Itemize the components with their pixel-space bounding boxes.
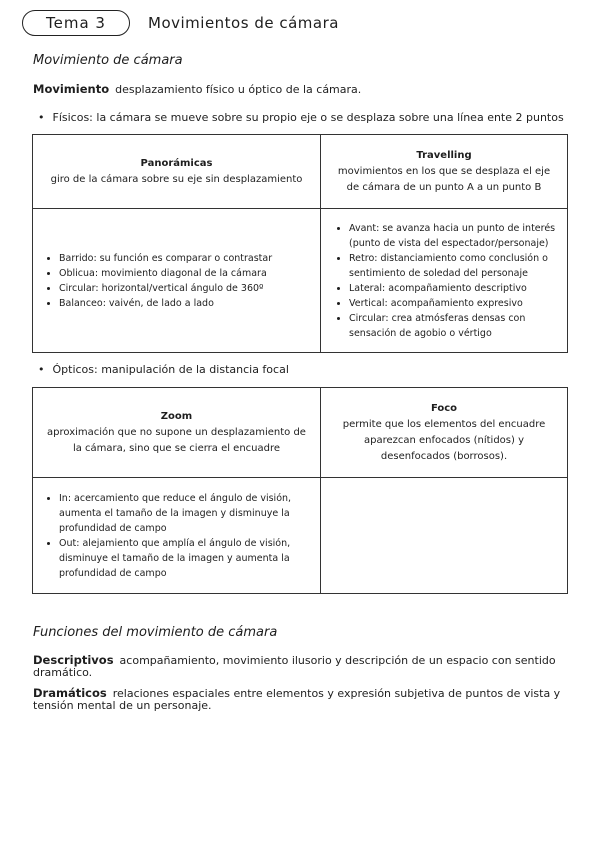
cell-panoramicas-list (33, 209, 321, 353)
zoom-list (41, 491, 312, 581)
zoom-title: Zoom (160, 410, 193, 422)
foco-desc: permite que los elementos del encuadre aparezcan enfocados (nítidos) y desenfocados (borrosos). (342, 418, 546, 462)
dramaticos-text: relaciones espaciales entre elementos y expresión subjetiva de puntos de vista y tensión mental de un personaje. (33, 687, 561, 712)
panoramicas-title: Panorámicas (140, 157, 213, 169)
list-item: • Circular: horizontal/vertical ángulo de 360º (59, 281, 314, 296)
cell-travelling-list (321, 209, 568, 353)
descriptivos-text: acompañamiento, movimiento ilusorio y descripción de un espacio con sentido dramático. (33, 654, 556, 679)
cell-panoramicas-header (33, 135, 321, 209)
definition-movimiento (33, 82, 361, 96)
list-item: • Lateral: acompañamiento descriptivo (349, 281, 557, 296)
paragraph-descriptivos (33, 654, 573, 679)
table-fisicos (32, 134, 568, 353)
paragraph-dramaticos (33, 687, 573, 712)
list-item: • In: acercamiento que reduce el ángulo de visión, aumenta el tamaño de la imagen y disminuye la profundidad de campo (59, 491, 312, 536)
list-item: • Out: alejamiento que amplía el ángulo de visión, disminuye el tamaño de la imagen y aumenta la profundidad de campo (59, 536, 312, 581)
list-item: • Balanceo: vaivén, de lado a lado (59, 296, 314, 311)
bullet-fisicos: • Físicos: la cámara se mueve sobre su propio eje o se desplaza sobre una línea ente 2 puntos (38, 111, 564, 124)
travelling-list (331, 221, 557, 341)
topic-badge: Tema 3 (22, 10, 130, 36)
foco-title: Foco (430, 402, 458, 414)
cell-zoom-list (33, 478, 321, 594)
cell-travelling-header (321, 135, 568, 209)
dramaticos-term: Dramáticos (33, 686, 107, 700)
zoom-desc: aproximación que no supone un desplazamiento de la cámara, sino que se cierra el encuadre (47, 426, 306, 454)
list-item: • Circular: crea atmósferas densas con sensación de agobio o vértigo (349, 311, 557, 341)
page-title: Movimientos de cámara (148, 14, 339, 32)
panoramicas-desc: giro de la cámara sobre su eje sin desplazamiento (50, 173, 303, 185)
section-heading-movimiento: Movimiento de cámara (33, 53, 183, 68)
list-item: • Barrido: su función es comparar o contrastar (59, 251, 314, 266)
travelling-title: Travelling (416, 149, 472, 161)
list-item: • Avant: se avanza hacia un punto de interés (punto de vista del espectador/personaje) (349, 221, 557, 251)
panoramicas-list (41, 251, 314, 311)
cell-foco-header (321, 388, 568, 478)
bullet-opticos: • Ópticos: manipulación de la distancia focal (38, 363, 289, 376)
section-heading-funciones: Funciones del movimiento de cámara (33, 625, 278, 640)
table-opticos (32, 387, 568, 594)
list-item: • Vertical: acompañamiento expresivo (349, 296, 557, 311)
definition-text: desplazamiento físico u óptico de la cámara. (115, 83, 362, 96)
list-item: • Retro: distanciamiento como conclusión o sentimiento de soledad del personaje (349, 251, 557, 281)
travelling-desc: movimientos en los que se desplaza el eje de cámara de un punto A a un punto B (337, 165, 551, 193)
cell-foco-list (321, 478, 568, 594)
descriptivos-term: Descriptivos (33, 653, 114, 667)
definition-term: Movimiento (33, 82, 110, 96)
cell-zoom-header (33, 388, 321, 478)
list-item: • Oblicua: movimiento diagonal de la cámara (59, 266, 314, 281)
